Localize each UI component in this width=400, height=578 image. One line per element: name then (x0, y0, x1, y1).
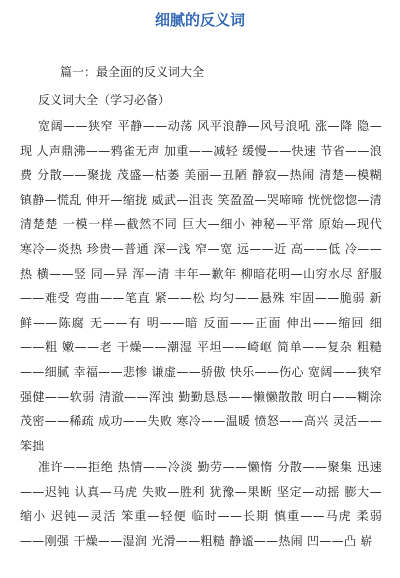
antonym-paragraph: 准许——拒绝 热情——冷淡 勤劳——懒惰 分散——聚集 迅速——迟钝 认真—马虎 失败—胜利 犹豫—果断 坚定—动摇 膨大—缩小 迟钝—灵活 笨重—轻便 临时——长期 慎重——马虎 柔弱——刚强 干燥——湿润 光滑——粗糙 静谧——热闹 凹——凸 崭 (20, 460, 382, 548)
section-heading: 反义词大全（学习必备） (38, 93, 171, 107)
document-title: 细腻的反义词 (154, 11, 245, 29)
article-subtitle: 篇一：最全面的反义词大全 (60, 65, 205, 79)
antonym-paragraph: 宽阔——狭窄 平静——动荡 风平浪静—风号浪吼 涨—降 隐—现 人声鼎沸——鸦雀无声 加重——减轻 缓慢——快速 节省——浪费 分散——聚拢 茂盛—枯萎 美丽—丑陋 静寂—热闹 清楚—模糊 镇静—慌乱 伸开—缩拢 威武—沮丧 笑盈盈—哭啼啼 恍恍惚惚—清清楚楚 一模一样—截然不同 巨大—细小 神秘—平常 原始—现代 寒冷—炎热 珍贵—普通 深—浅 窄—宽 远——近 高——低 冷——热 横——竖 同—异 浑—清 丰年—歉年 柳暗花明—山穷水尽 舒服——难受 弯曲——笔直 紧——松 均匀——悬殊 牢固——脆弱 新鲜——陈腐 无——有 明——暗 反面——正面 伸出——缩回 细——粗 嫩——老 干燥——潮湿 平坦——崎岖 简单——复杂 粗糙——细腻 幸福——悲惨 谦虚——骄傲 快乐——伤心 宽阔——狭窄 强健——软弱 清澈——浑浊 勤勤恳恳——懒懒散散 明白——糊涂 茂密——稀疏 成功——失败 寒冷——温暖 愤怒——高兴 灵活——笨拙 (20, 119, 382, 453)
